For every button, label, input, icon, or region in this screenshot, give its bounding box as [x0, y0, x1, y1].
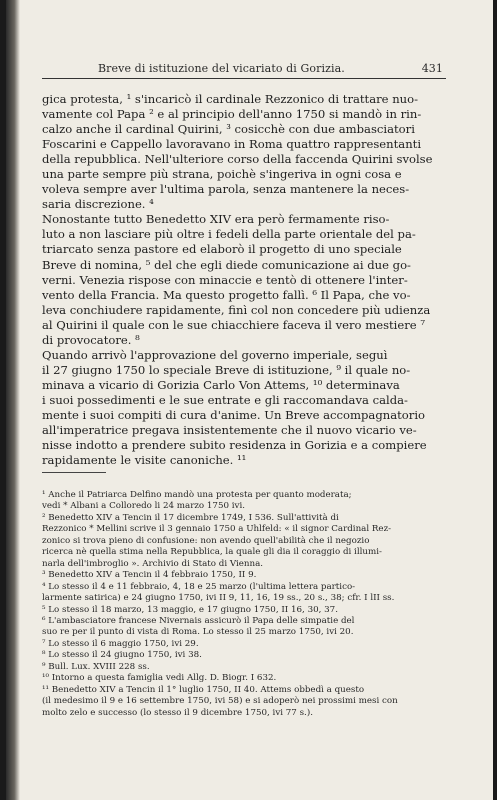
body-line: gica protesta, ¹ s'incaricò il cardinale Rezzonico di trattare nuo-	[42, 92, 419, 106]
body-line: Breve di nomina, ⁵ del che egli diede comunicazione ai due go-	[42, 257, 411, 272]
running-header	[98, 62, 443, 75]
footnote-line: ⁶ L'ambasciatore francese Nivernais assicurò il Papa delle simpatie del	[42, 615, 355, 626]
body-text	[42, 92, 444, 468]
body-line: voleva sempre aver l'ultima parola, senza mantenere la neces-	[42, 182, 410, 197]
footnote-line: zonico si trova pieno di confusione: non avendo quell'abilità che il negozio	[42, 535, 370, 546]
body-line: una parte sempre più strana, poichè s'ingeriva in ogni cosa e	[42, 167, 402, 182]
body-line: i suoi possedimenti e le sue entrate e gli raccomandava calda-	[42, 392, 408, 407]
body-line: al Quirini il quale con le sue chiacchiere faceva il vero mestiere ⁷	[42, 317, 425, 332]
body-line: il 27 giugno 1750 lo speciale Breve di istituzione, ⁹ il quale no-	[42, 362, 411, 377]
footnote-line: ⁹ Bull. Lux. XVIII 228 ss.	[42, 661, 150, 672]
footnote-line: molto zelo e successo (lo stesso il 9 dicembre 1750, ivi 77 s.).	[42, 707, 313, 718]
running-title: Breve di istituzione del vicariato di Gorizia.	[98, 62, 345, 75]
footnote-line: ⁸ Lo stesso il 24 giugno 1750, ivi 38.	[42, 650, 202, 661]
body-line: di provocatore. ⁸	[42, 332, 140, 347]
footnotes	[42, 490, 444, 719]
footnote-line: ¹ Anche il Patriarca Delfino mandò una protesta per quanto moderata;	[42, 490, 352, 500]
footnote-line: ² Benedetto XIV a Tencin il 17 dicembre 1749, I 536. Sull'attività di	[42, 512, 339, 523]
body-line: Foscarini e Cappello lavoravano in Roma quattro rappresentanti	[42, 137, 422, 152]
footnote-line: ⁴ Lo stesso il 4 e 11 febbraio, 4, 18 e 25 marzo (l'ultima lettera partico-	[42, 581, 356, 592]
body-line: vamente col Papa ² e al principio dell'anno 1750 si mandò in rin-	[42, 107, 422, 122]
footnote-line: larmente satirica) e 24 giugno 1750, ivi II 9, 11, 16, 19 ss., 20 s., 38; cfr. I lII ss.	[42, 593, 395, 604]
body-line: triarcato senza pastore ed elaborò il progetto di uno speciale	[42, 242, 402, 257]
book-page	[6, 0, 493, 800]
page-spine-shadow	[6, 0, 20, 800]
footnote-line: (il medesimo il 9 e 16 settembre 1750, ivi 58) e si adoperò nei prossimi mesi con	[42, 696, 398, 707]
body-line: saria discrezione. ⁴	[42, 197, 154, 212]
body-line: all'imperatrice pregava insistentemente che il nuovo vicario ve-	[42, 423, 417, 438]
body-line: rapidamente le visite canoniche. ¹¹	[42, 453, 247, 468]
footnote-line: ⁵ Lo stesso il 18 marzo, 13 maggio, e 17 giugno 1750, II 16, 30, 37.	[42, 604, 338, 615]
footnote-line: ¹¹ Benedetto XIV a Tencin il 1° luglio 1750, II 40. Attems obbedì a questo	[42, 684, 365, 695]
page-number: 431	[421, 62, 443, 75]
body-line: nisse indotto a prendere subito residenza in Gorizia e a compiere	[42, 438, 427, 453]
footnote-line: ³ Benedetto XIV a Tencin il 4 febbraio 1750, II 9.	[42, 570, 257, 581]
footnote-line: ricerca nè quella stima nella Repubblica, la quale gli dia il coraggio di illumi-	[42, 547, 382, 558]
body-line: luto a non lasciare più oltre i fedeli della parte orientale del pa-	[42, 227, 416, 242]
body-line: minava a vicario di Gorizia Carlo Von Attems, ¹⁰ determinava	[42, 377, 400, 392]
body-line: mente i suoi compiti di cura d'anime. Un Breve accompagnatorio	[42, 407, 426, 422]
footnote-line: narla dell'imbroglio ». Archivio di Stato di Vienna.	[42, 558, 264, 569]
header-rule	[42, 78, 446, 79]
body-line: Nonostante tutto Benedetto XIV era però fermamente riso-	[42, 212, 390, 227]
body-line: verni. Venezia rispose con minaccie e tentò di ottenere l'inter-	[42, 272, 408, 287]
body-line: della repubblica. Nell'ulteriore corso della faccenda Quirini svolse	[42, 152, 433, 167]
body-line: calzo anche il cardinal Quirini, ³ cosicchè con due ambasciatori	[42, 122, 415, 137]
footnote-line: Rezzonico * Mellini scrive il 3 gennaio 1750 a Uhlfeld: « il signor Cardinal Rez-	[42, 524, 392, 535]
body-line: leva conchiudere rapidamente, finì col non concedere più udienza	[42, 302, 431, 317]
footnote-rule	[42, 472, 106, 473]
body-line: vento della Francia. Ma questo progetto fallì. ⁶ Il Papa, che vo-	[42, 287, 411, 302]
footnote-line: ⁷ Lo stesso il 6 maggio 1750, ivi 29.	[42, 638, 199, 649]
footnote-line: ¹⁰ Intorno a questa famiglia vedi Allg. D. Biogr. I 632.	[42, 673, 277, 684]
body-line: Quando arrivò l'approvazione del governo imperiale, seguì	[42, 347, 388, 362]
footnote-line: vedi * Albani a Colloredo li 24 marzo 1750 ivi.	[42, 501, 246, 512]
footnote-line: suo re per il punto di vista di Roma. Lo stesso il 25 marzo 1750, ivi 20.	[42, 627, 354, 638]
